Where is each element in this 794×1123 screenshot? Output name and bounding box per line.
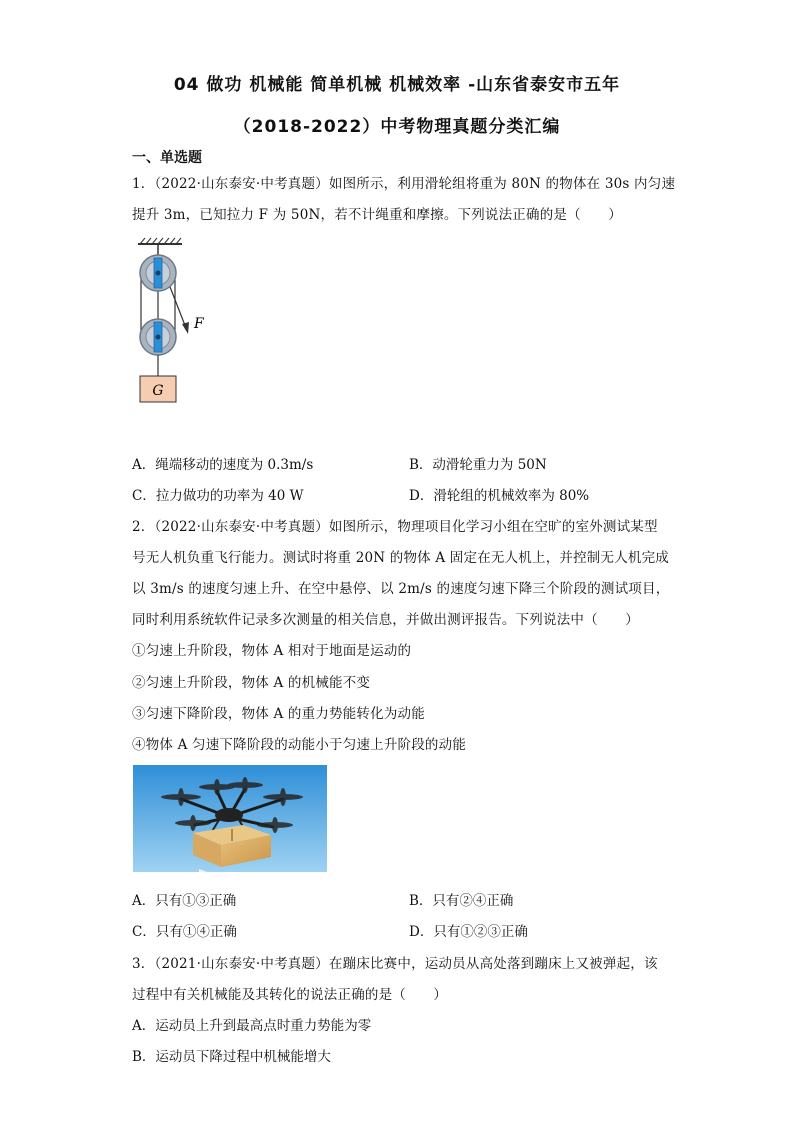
q2-statement-2: ②匀速上升阶段，物体 A 的机械能不变 (132, 675, 371, 691)
q1-option-a[interactable]: A．绳端移动的速度为 0.3m/s (132, 457, 314, 473)
q2-option-b[interactable]: B．只有②④正确 (409, 893, 514, 909)
q1-stem-line-1: 1．（2022·山东泰安·中考真题）如图所示，利用滑轮组将重为 80N 的物体在 30s 内匀速 (132, 176, 676, 192)
drone-photo (133, 765, 327, 872)
title-line-1: 04 做功 机械能 简单机械 机械效率 -山东省泰安市五年 (173, 75, 621, 95)
q2-statement-3: ③匀速下降阶段，物体 A 的重力势能转化为动能 (132, 706, 425, 722)
q1-option-c[interactable]: C．拉力做功的功率为 40 W (132, 488, 304, 504)
q2-option-c[interactable]: C．只有①④正确 (132, 924, 237, 940)
q2-option-a[interactable]: A．只有①③正确 (132, 893, 237, 909)
q2-statement-1: ①匀速上升阶段，物体 A 相对于地面是运动的 (132, 643, 412, 659)
q1-option-d[interactable]: D．滑轮组的机械效率为 80% (409, 488, 590, 504)
q2-stem-line-4: 同时利用系统软件记录多次测量的相关信息，并做出测评报告。下列说法中（ ） (132, 612, 639, 628)
pulley-figure (132, 236, 222, 406)
q3-stem-line-2: 过程中有关机械能及其转化的说法正确的是（ ） (132, 987, 448, 1003)
q2-stem-line-3: 以 3m/s 的速度匀速上升、在空中悬停、以 2m/s 的速度匀速下降三个阶段的测试项目， (132, 581, 670, 597)
q1-stem-line-2: 提升 3m，已知拉力 F 为 50N，若不计绳重和摩擦。下列说法正确的是（ ） (132, 207, 622, 223)
q3-option-b[interactable]: B．运动员下降过程中机械能增大 (132, 1049, 331, 1065)
q1-option-b[interactable]: B．动滑轮重力为 50N (409, 457, 547, 473)
force-label-F: F (194, 316, 204, 332)
section-heading: 一、单选题 (132, 150, 202, 166)
q2-stem-line-2: 号无人机负重飞行能力。测试时将重 20N 的物体 A 固定在无人机上，并控制无人机完成 (132, 550, 670, 566)
q3-stem-line-1: 3．（2021·山东泰安·中考真题）在蹦床比赛中，运动员从高处落到蹦床上又被弹起，该 (132, 956, 658, 972)
q2-statement-4: ④物体 A 匀速下降阶段的动能小于匀速上升阶段的动能 (132, 737, 467, 753)
q2-stem-line-1: 2．（2022·山东泰安·中考真题）如图所示，物理项目化学习小组在空旷的室外测试某型 (132, 519, 658, 535)
load-label-G: G (152, 383, 164, 399)
title-line-2: （2018-2022）中考物理真题分类汇编 (233, 117, 561, 137)
q3-option-a[interactable]: A．运动员上升到最高点时重力势能为零 (132, 1018, 372, 1034)
q2-option-d[interactable]: D．只有①②③正确 (409, 924, 528, 940)
